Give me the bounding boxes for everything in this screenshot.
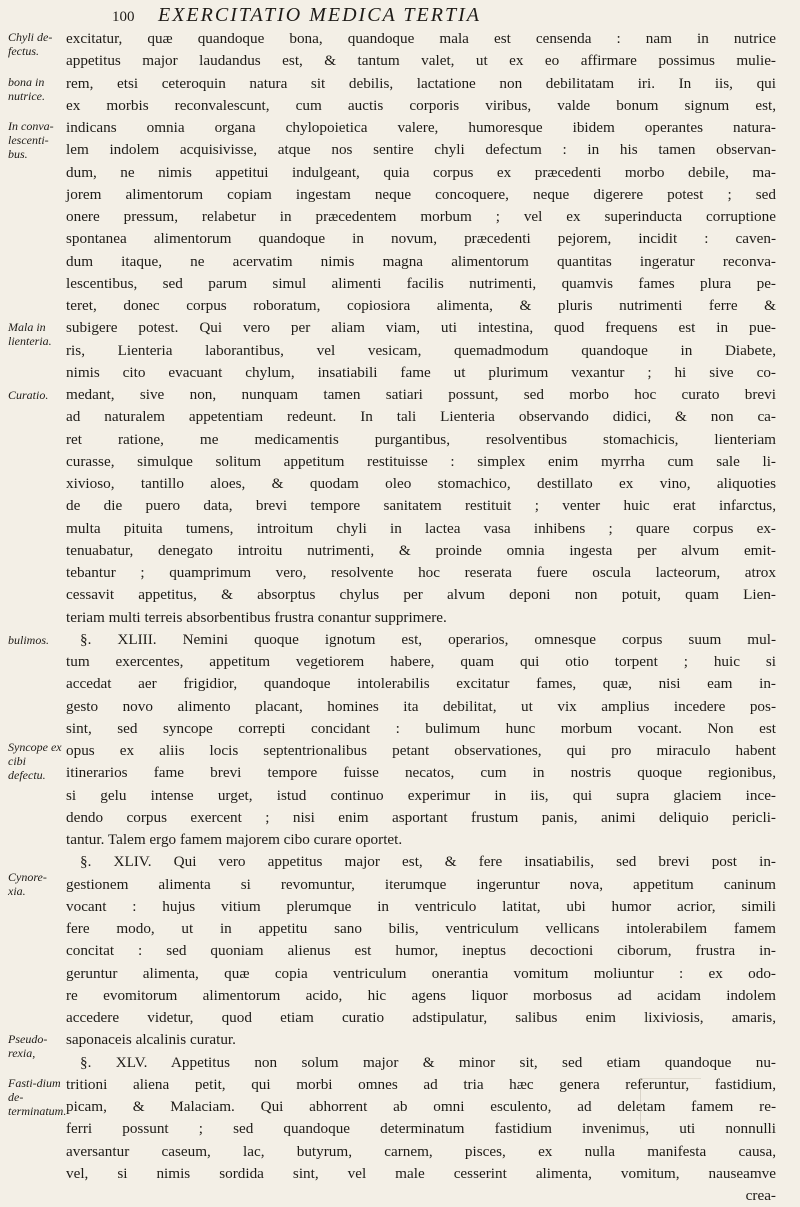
text-line: aversantur caseum, lac, butyrum, carnem, pisces, ex nulla manifesta causa, [66,1142,776,1160]
section-heading-line: §. XLIII. Nemini quoque ignotum est, operarios, omnesque corpus suum mul- [80,630,776,648]
catchword: crea- [745,1187,776,1204]
text-line: subigere potest. Qui vero per aliam viam, uti intestina, quod frequens est in pue- [66,319,776,337]
text-line: appetitus major laudandus est, & tantum valet, ut ex eo affirmare possimus mulie- [66,52,776,70]
text-line: gesto novo alimento placant, homines ita debilitat, ut vix amplius incedere pos- [66,697,776,715]
text-line: cessavit appetitus, & absorptus chylus per alvum deponi non potuit, quam Lien- [66,586,776,604]
text-line: tenuabatur, denegato introitu nutrimenti, & proinde omnia ingesta per alvum emit- [66,541,776,559]
page-mark [640,1078,701,1139]
text-line: xivioso, tantillo aloes, & quodam oleo stomachico, destillato ex vino, aliquoties [66,475,776,492]
text-line: si gelu intense urget, istud continuo experimur in iis, qui supra glaciem ince- [66,786,776,804]
text-line: nimis cito evacuant chylum, insatiabili fame ut plurimum vexantur ; hi sive co- [66,363,776,381]
text-line: tum exercentes, appetitum vegetiorem habere, quam qui otio torpent ; huic si [66,653,776,670]
text-line: picam, & Malaciam. Qui abhorrent ab omni esculento, ad deletam famem re- [66,1098,776,1115]
text-line: lescentibus, sed parum simul alimenti facilis nutrimenti, quamvis fames plura pe- [66,274,776,292]
page-number: 100 [112,9,135,25]
text-line: teret, donec corpus roboratum, copiosiora alimenta, & pluris nutrimenti ferre & [66,297,776,314]
body-text [66,28,776,1207]
text-line: de die puero data, brevi tempore sanitatem restituit ; venter huic erat infarctus, [66,497,776,515]
text-line: ris, Lienteria laborantibus, vel vesicam, quemadmodum quandoque in Diabete, [66,341,776,359]
section-heading-line: §. XLV. Appetitus non solum major & minor sit, sed etiam quandoque nu- [80,1053,776,1071]
text-line: tebantur ; quamprimum vero, resolvente hoc reserata fuere oscula lacteorum, atrox [66,564,776,581]
text-line: accedat aer frigidior, quandoque intolerabilis excitatur fames, quæ, nisi eam in- [66,675,776,693]
margin-note-bulimos: bulimos. [8,633,50,647]
margin-note-bona: bona in nutrice. [8,75,45,103]
text-line: tantur. Talem ergo famem majorem cibo curare oportet. [66,831,403,848]
text-line: medant, sive non, nunquam tamen satiari possunt, sed morbo hoc curato brevi [66,386,776,403]
margin-note-convalescentibus: In conva-lescenti-bus. [8,119,54,161]
text-line: sint, sed syncope correpti concidant : bulimum hunc morbum vocant. Non est [66,719,776,737]
text-line: dum itaque, ne acervatim nimis magna alimentorum quantitas ingeratur reconva- [66,252,776,270]
text-line: excitatur, quæ quandoque bona, quandoque mala est censenda : nam in nutrice [66,30,776,47]
text-line: jorem alimentorum copiam ingestam neque concoquere, neque digerere potest ; sed [66,185,776,203]
text-line: concitat : sed quoniam alienus est humor, ineptus decoctioni ciborum, frustra in- [66,942,776,960]
text-line: vocant : hujus vitium plerumque in ventriculo latitat, ubi humor acrior, simili [66,897,776,915]
margin-note-pseudorexia: Pseudo-rexia, [8,1032,48,1060]
text-line: gestionem alimenta si revomuntur, iterumque ingeruntur nova, appetitum caninum [66,875,776,893]
margin-note-mala: Mala in lienteria. [8,320,52,348]
text-line: indicans omnia organa chylopoietica valere, humoresque ibidem operantes natura- [66,119,776,136]
text-line: saponaceis alcalinis curatur. [66,1031,236,1049]
text-line: teriam multi terreis absorbentibus frustra conantur supprimere. [66,608,447,626]
text-line: ad naturalem appetentiam redeunt. In tali Lienteria observando didici, & non ca- [66,408,776,426]
text-line: spontanea alimentorum quandoque in novum, præcedenti pejorem, incidit : caven- [66,230,776,248]
text-line: re evomitorum alimentorum acido, hic agens liquor morbosus ad acidam indolem [66,986,776,1004]
margin-note-syncope: Syncope ex cibi defectu. [8,740,62,782]
text-line: vel, si nimis sordida sint, vel male cesserint alimenta, vomitum, nauseamve [66,1164,776,1182]
running-title: EXERCITATIO MEDICA TERTIA [158,4,481,26]
text-line: multa pituita tumens, introitum chyli in lactea vasa inhibens ; quare corpus ex- [66,519,776,537]
text-line: opus ex aliis locis septentrionalibus petant observationes, qui pro miraculo habent [66,742,776,759]
section-heading-line: §. XLIV. Qui vero appetitus major est, & fere insatiabilis, sed brevi post in- [80,853,776,871]
text-line: dum, ne nimis appetitui indulgeant, quia corpus ex præcedenti morbo debile, ma- [66,163,776,181]
text-line: dendo corpus exercent ; nisi enim asportant frustum panis, animi deliquio pericli- [66,808,776,826]
text-line: ret ratione, me medicamentis purgantibus, resolventibus stomachicis, lienteriam [66,430,776,448]
text-line: lem indolem acquisivisse, atque nos sentire chyli defectum : in his tamen observan- [66,141,776,159]
page-header [112,4,772,28]
text-line: geruntur alimenta, quæ copia ventriculum onerantia vomitum moliuntur : ex odo- [66,964,776,982]
margin-note-cynorexia: Cynore-xia. [8,870,47,898]
margin-note-fastidium: Fasti-dium de-terminatum. [8,1076,67,1118]
text-line: onere pressum, relabetur in præcedentem morbum ; vel ex superinducta corruptione [66,208,776,225]
text-line: fere modo, ut in appetitu sano bilis, ventriculum vellicans intolerabilem famem [66,920,776,937]
text-line: ex morbis reconvalescunt, cum auctis corporis viribus, valde bonum signum est, [66,96,776,114]
text-line: accedere videtur, quod etiam curatio adstipulatur, salibus enim lixiviosis, amaris, [66,1009,776,1026]
text-line: ferri possunt ; sed quandoque determinatum fastidium invenimus, uti nonnulli [66,1120,776,1138]
margin-note-chyli: Chyli de-fectus. [8,30,53,58]
text-line: itinerarios fame brevi tempore fuisse necatos, cum in nostris quoque regionibus, [66,764,776,782]
text-line: tritioni aliena petit, qui morbi omnes ad tria hæc genera referuntur, fastidium, [66,1075,776,1093]
margin-note-curatio: Curatio. [8,388,49,402]
text-line: rem, etsi ceteroquin natura sit debilis, lactatione non debilitatam iri. In iis, qui [66,74,776,92]
text-line: curasse, simulque solitum appetitum restituisse : simplex enim myrrha cum sale li- [66,452,776,470]
